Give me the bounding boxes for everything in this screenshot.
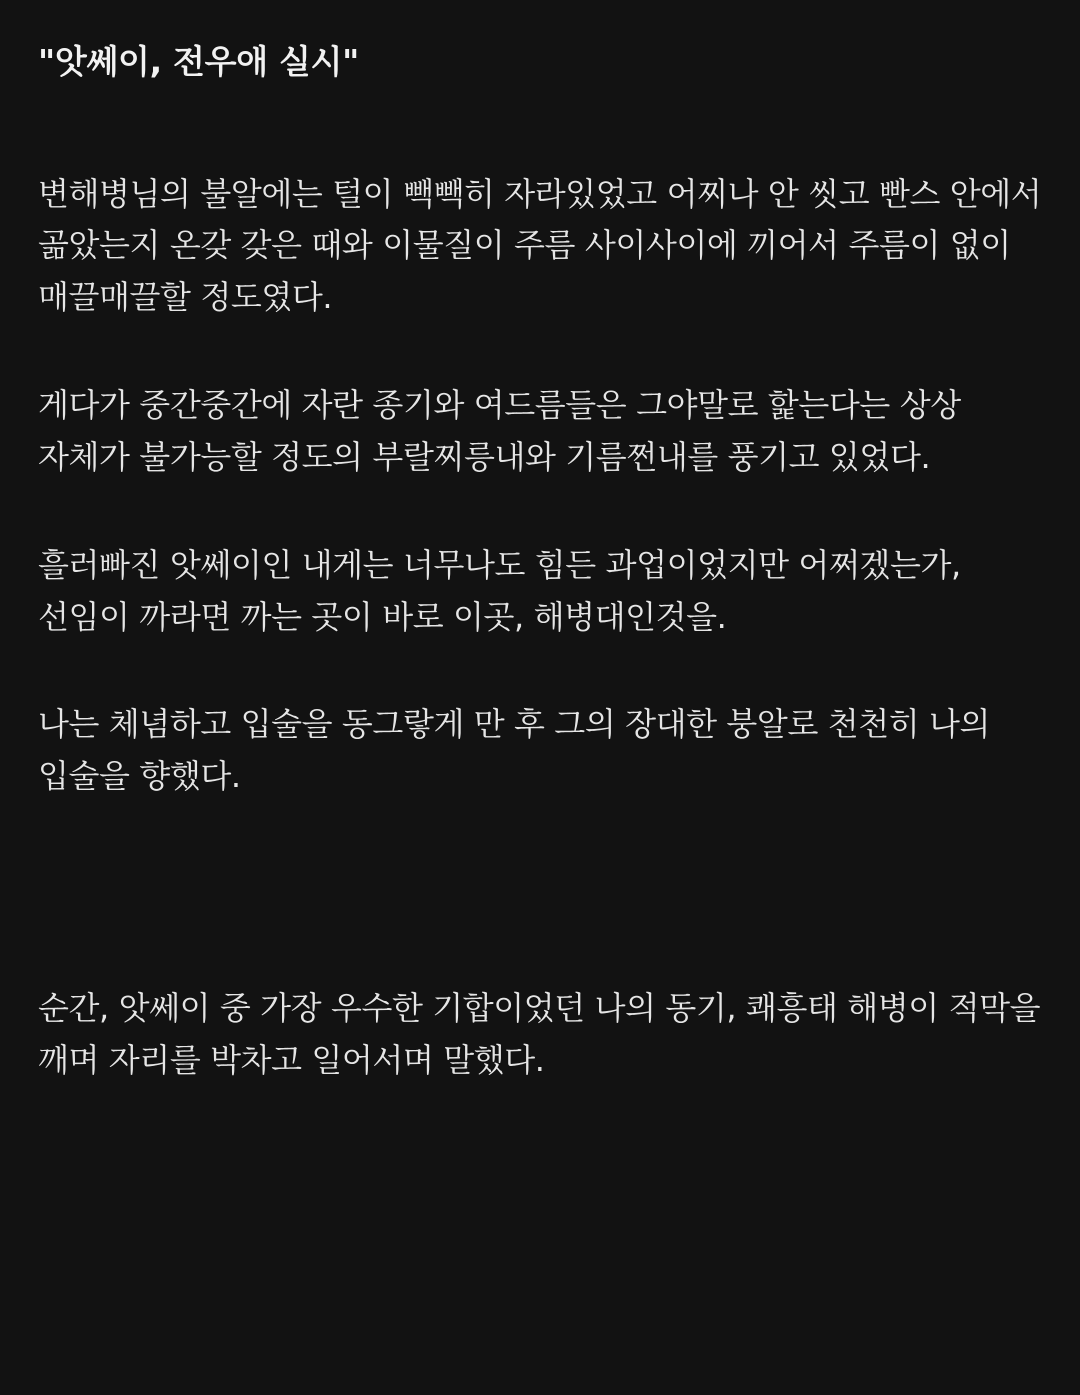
body-paragraph-4: 나는 체념하고 입술을 동그랗게 만 후 그의 장대한 붕알로 천천히 나의 입술을 향했다. bbox=[38, 705, 991, 796]
body-paragraph-2: 게다가 중간중간에 자란 종기와 여드름들은 그야말로 핥는다는 상상 자체가 불가능할 정도의 부랄찌릉내와 기름쩐내를 풍기고 있었다. bbox=[38, 386, 961, 476]
page-title: "앗쎄이, 전우애 실시" bbox=[38, 42, 360, 81]
body-paragraph-5: 순간, 앗쎄이 중 가장 우수한 기합이었던 나의 동기, 쾌흥태 해병이 적막을 깨며 자리를 박차고 일어서며 말했다. bbox=[38, 989, 1041, 1079]
section-gap bbox=[38, 803, 1042, 983]
title-body-spacer bbox=[38, 85, 1042, 169]
body-paragraph-3: 흘러빠진 앗쎄이인 내게는 너무나도 힘든 과업이었지만 어쩌겠는가, 선임이 까라면 까는 곳이 바로 이곳, 해병대인것을. bbox=[38, 545, 961, 636]
body-paragraph-1: 변해병님의 불알에는 털이 빽빽히 자라있었고 어찌나 안 씻고 빤스 안에서 곪았는지 온갖 갖은 때와 이물질이 주름 사이사이에 끼어서 주름이 없이 매끌매끌할 정도였다. bbox=[38, 174, 1042, 317]
